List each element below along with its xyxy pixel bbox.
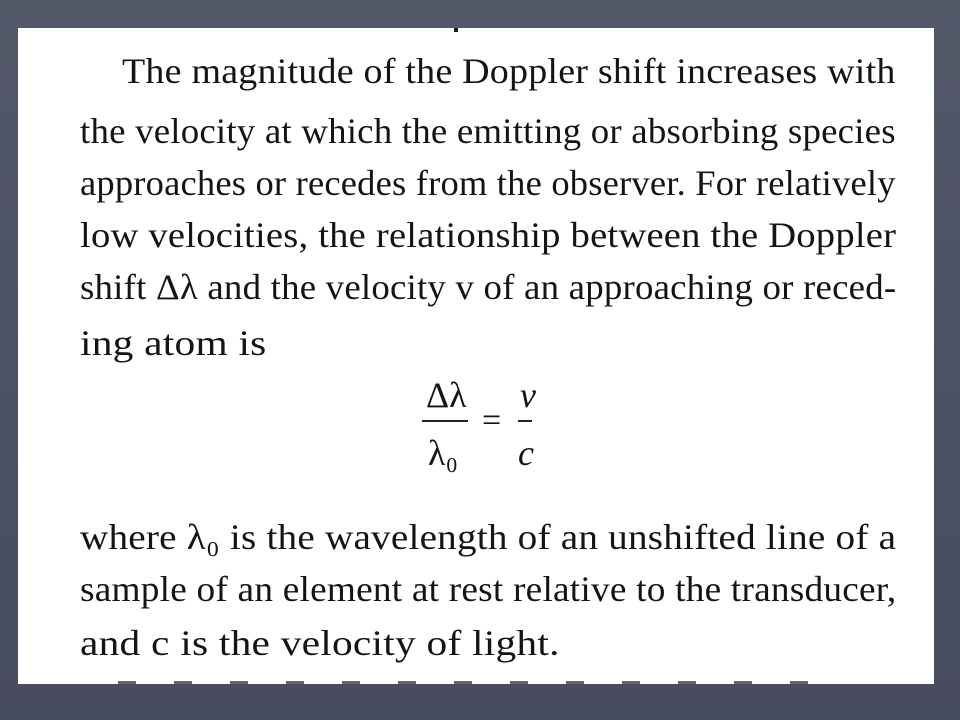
- equation-rhs-fraction-bar: [518, 420, 532, 422]
- paragraph-line-6: ing atom is: [80, 323, 267, 363]
- paragraph2-line-3: and c is the velocity of light.: [80, 623, 560, 663]
- equation-equals-sign: =: [482, 402, 502, 439]
- paragraph2-line-2: sample of an element at rest relative to the transducer,: [80, 569, 897, 609]
- equation-rhs-numerator: v: [520, 375, 536, 415]
- paragraph-line-4: low velocities, the relationship between the Doppler: [80, 215, 897, 255]
- equation-lhs-numerator: Δλ: [426, 375, 467, 415]
- cropped-text-fragment: [454, 28, 458, 32]
- equation-rhs-denominator: c: [518, 433, 534, 473]
- equation-lhs-denominator: λ₀: [428, 433, 459, 473]
- document-page: [18, 28, 934, 684]
- equation-lhs-fraction-bar: [422, 420, 468, 422]
- cropped-next-line: [118, 674, 878, 684]
- paragraph2-line-1: where λ₀ is the wavelength of an unshifted line of a: [80, 517, 897, 557]
- paragraph-line-2: the velocity at which the emitting or absorbing species: [80, 111, 896, 151]
- paragraph-line-5: shift Δλ and the velocity v of an approaching or reced-: [80, 267, 897, 307]
- paragraph-line-1: The magnitude of the Doppler shift increases with: [122, 51, 896, 91]
- paragraph-line-3: approaches or recedes from the observer. For relatively: [80, 163, 896, 203]
